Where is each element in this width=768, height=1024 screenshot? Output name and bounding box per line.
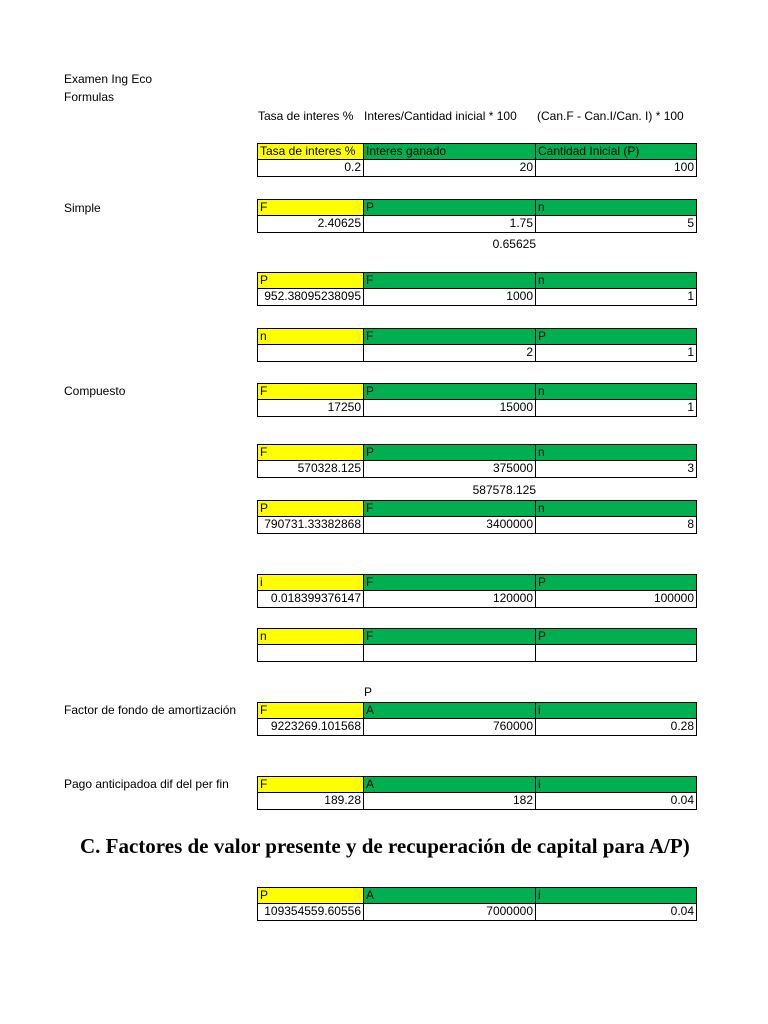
table-header-row (257, 444, 697, 461)
value-cell[interactable] (535, 645, 697, 662)
value-cell[interactable]: 760000 (363, 719, 536, 736)
value-cell[interactable] (363, 645, 536, 662)
header-cell[interactable]: F (257, 444, 364, 461)
table-value-row (257, 591, 697, 608)
header-cell[interactable]: F (363, 328, 536, 345)
doc-subtitle: Formulas (64, 90, 115, 104)
header-cell[interactable]: P (535, 574, 697, 591)
header-cell[interactable]: P (535, 328, 697, 345)
value-cell[interactable]: 1000 (363, 289, 536, 306)
table-header-row (257, 887, 697, 904)
value-cell[interactable]: 952.38095238095 (257, 289, 364, 306)
value-cell[interactable]: 120000 (363, 591, 536, 608)
table-compuesto-f-2 (257, 444, 697, 478)
header-cell[interactable]: n (535, 500, 697, 517)
header-cell[interactable]: P (363, 444, 536, 461)
section-heading: C. Factores de valor presente y de recuperación de capital para A/P) (80, 834, 690, 858)
table-header-row (257, 776, 697, 793)
table-value-row (257, 719, 697, 736)
header-cell[interactable]: n (257, 628, 364, 645)
value-cell[interactable]: 100 (535, 160, 697, 177)
table-fondo-amortizacion (257, 702, 697, 736)
header-cell[interactable]: A (363, 887, 536, 904)
header-cell[interactable]: P (363, 383, 536, 400)
table-header-row (257, 500, 697, 517)
value-cell[interactable] (257, 345, 364, 362)
header-cell[interactable]: F (363, 628, 536, 645)
value-cell[interactable]: 0.04 (535, 904, 697, 921)
header-cell[interactable]: n (535, 444, 697, 461)
header-cell[interactable]: F (363, 272, 536, 289)
table-value-row (257, 645, 697, 662)
extra-value-compuesto: 587578.125 (472, 483, 536, 497)
table-value-row (257, 904, 697, 921)
extra-value-simple: 0.65625 (492, 237, 536, 251)
value-cell[interactable]: 5 (535, 216, 697, 233)
header-cell[interactable]: F (257, 702, 364, 719)
value-cell[interactable]: 3 (535, 461, 697, 478)
header-cell[interactable]: P (535, 628, 697, 645)
table-value-row (257, 216, 697, 233)
value-cell[interactable]: 20 (363, 160, 536, 177)
table-compuesto-i (257, 574, 697, 608)
table-compuesto-n (257, 628, 697, 662)
header-cell[interactable]: n (535, 383, 697, 400)
table-value-row (257, 160, 697, 177)
label-p-above: P (364, 685, 373, 699)
table-header-row (257, 383, 697, 400)
table-valor-presente (257, 887, 697, 921)
header-cell[interactable]: P (257, 272, 364, 289)
value-cell[interactable]: 0.04 (535, 793, 697, 810)
value-cell[interactable]: 3400000 (363, 517, 536, 534)
value-cell[interactable]: 100000 (535, 591, 697, 608)
header-cell[interactable]: F (257, 383, 364, 400)
value-cell[interactable]: 109354559.60556 (257, 904, 364, 921)
table-value-row (257, 345, 697, 362)
value-cell[interactable]: 2.40625 (257, 216, 364, 233)
header-cell[interactable]: i (535, 702, 697, 719)
table-simple-p (257, 272, 697, 306)
header-cell[interactable]: P (257, 887, 364, 904)
formula-two: (Can.F - Can.I/Can. I) * 100 (537, 109, 684, 123)
value-cell[interactable]: 189.28 (257, 793, 364, 810)
table-value-row (257, 289, 697, 306)
table-compuesto-p (257, 500, 697, 534)
table-value-row (257, 793, 697, 810)
table-header-row (257, 702, 697, 719)
header-cell[interactable]: Cantidad Inicial (P) (535, 143, 697, 160)
header-cell[interactable]: i (535, 887, 697, 904)
value-cell[interactable]: 2 (363, 345, 536, 362)
label-simple: Simple (64, 201, 101, 215)
value-cell[interactable]: 7000000 (363, 904, 536, 921)
header-cell[interactable]: Interes ganado (363, 143, 536, 160)
value-cell[interactable]: 0.2 (257, 160, 364, 177)
value-cell[interactable]: 17250 (257, 400, 364, 417)
table-header-row (257, 628, 697, 645)
header-cell[interactable]: n (535, 199, 697, 216)
doc-title: Examen Ing Eco (64, 72, 153, 86)
header-cell[interactable]: P (363, 199, 536, 216)
value-cell[interactable]: 375000 (363, 461, 536, 478)
table-value-row (257, 400, 697, 417)
label-pago-anticipado: Pago anticipadoa dif del per fin (64, 777, 229, 791)
table-header-row (257, 199, 697, 216)
table-header-row (257, 574, 697, 591)
header-cell[interactable]: i (257, 574, 364, 591)
header-cell[interactable]: F (257, 199, 364, 216)
table-pago-anticipado (257, 776, 697, 810)
value-cell[interactable]: 0.018399376147 (257, 591, 364, 608)
header-cell[interactable]: F (257, 776, 364, 793)
value-cell[interactable] (257, 645, 364, 662)
header-cell[interactable]: F (363, 500, 536, 517)
value-cell[interactable]: 1 (535, 400, 697, 417)
value-cell[interactable]: 790731.33382868 (257, 517, 364, 534)
header-cell[interactable]: A (363, 702, 536, 719)
table-simple-f (257, 199, 697, 233)
value-cell[interactable]: 1.75 (363, 216, 536, 233)
table-value-row (257, 517, 697, 534)
value-cell[interactable]: 1 (535, 345, 697, 362)
value-cell[interactable]: 570328.125 (257, 461, 364, 478)
header-cell[interactable]: i (535, 776, 697, 793)
table-header-row (257, 143, 697, 160)
header-cell[interactable]: F (363, 574, 536, 591)
table-tasa-interes (257, 143, 697, 177)
table-header-row (257, 272, 697, 289)
header-cell[interactable]: A (363, 776, 536, 793)
header-cell[interactable]: n (257, 328, 364, 345)
label-compuesto: Compuesto (64, 384, 126, 398)
formula-label: Tasa de interes % (258, 109, 354, 123)
label-factor-fondo: Factor de fondo de amortización (64, 703, 237, 717)
value-cell[interactable]: 15000 (363, 400, 536, 417)
header-cell[interactable]: P (257, 500, 364, 517)
table-simple-n (257, 328, 697, 362)
value-cell[interactable]: 182 (363, 793, 536, 810)
value-cell[interactable]: 0.28 (535, 719, 697, 736)
header-cell[interactable]: n (535, 272, 697, 289)
value-cell[interactable]: 9223269.101568 (257, 719, 364, 736)
table-compuesto-f-1 (257, 383, 697, 417)
value-cell[interactable]: 1 (535, 289, 697, 306)
table-header-row (257, 328, 697, 345)
value-cell[interactable]: 8 (535, 517, 697, 534)
table-value-row (257, 461, 697, 478)
header-cell[interactable]: Tasa de interes % (257, 143, 364, 160)
formula-one: Interes/Cantidad inicial * 100 (364, 109, 517, 123)
